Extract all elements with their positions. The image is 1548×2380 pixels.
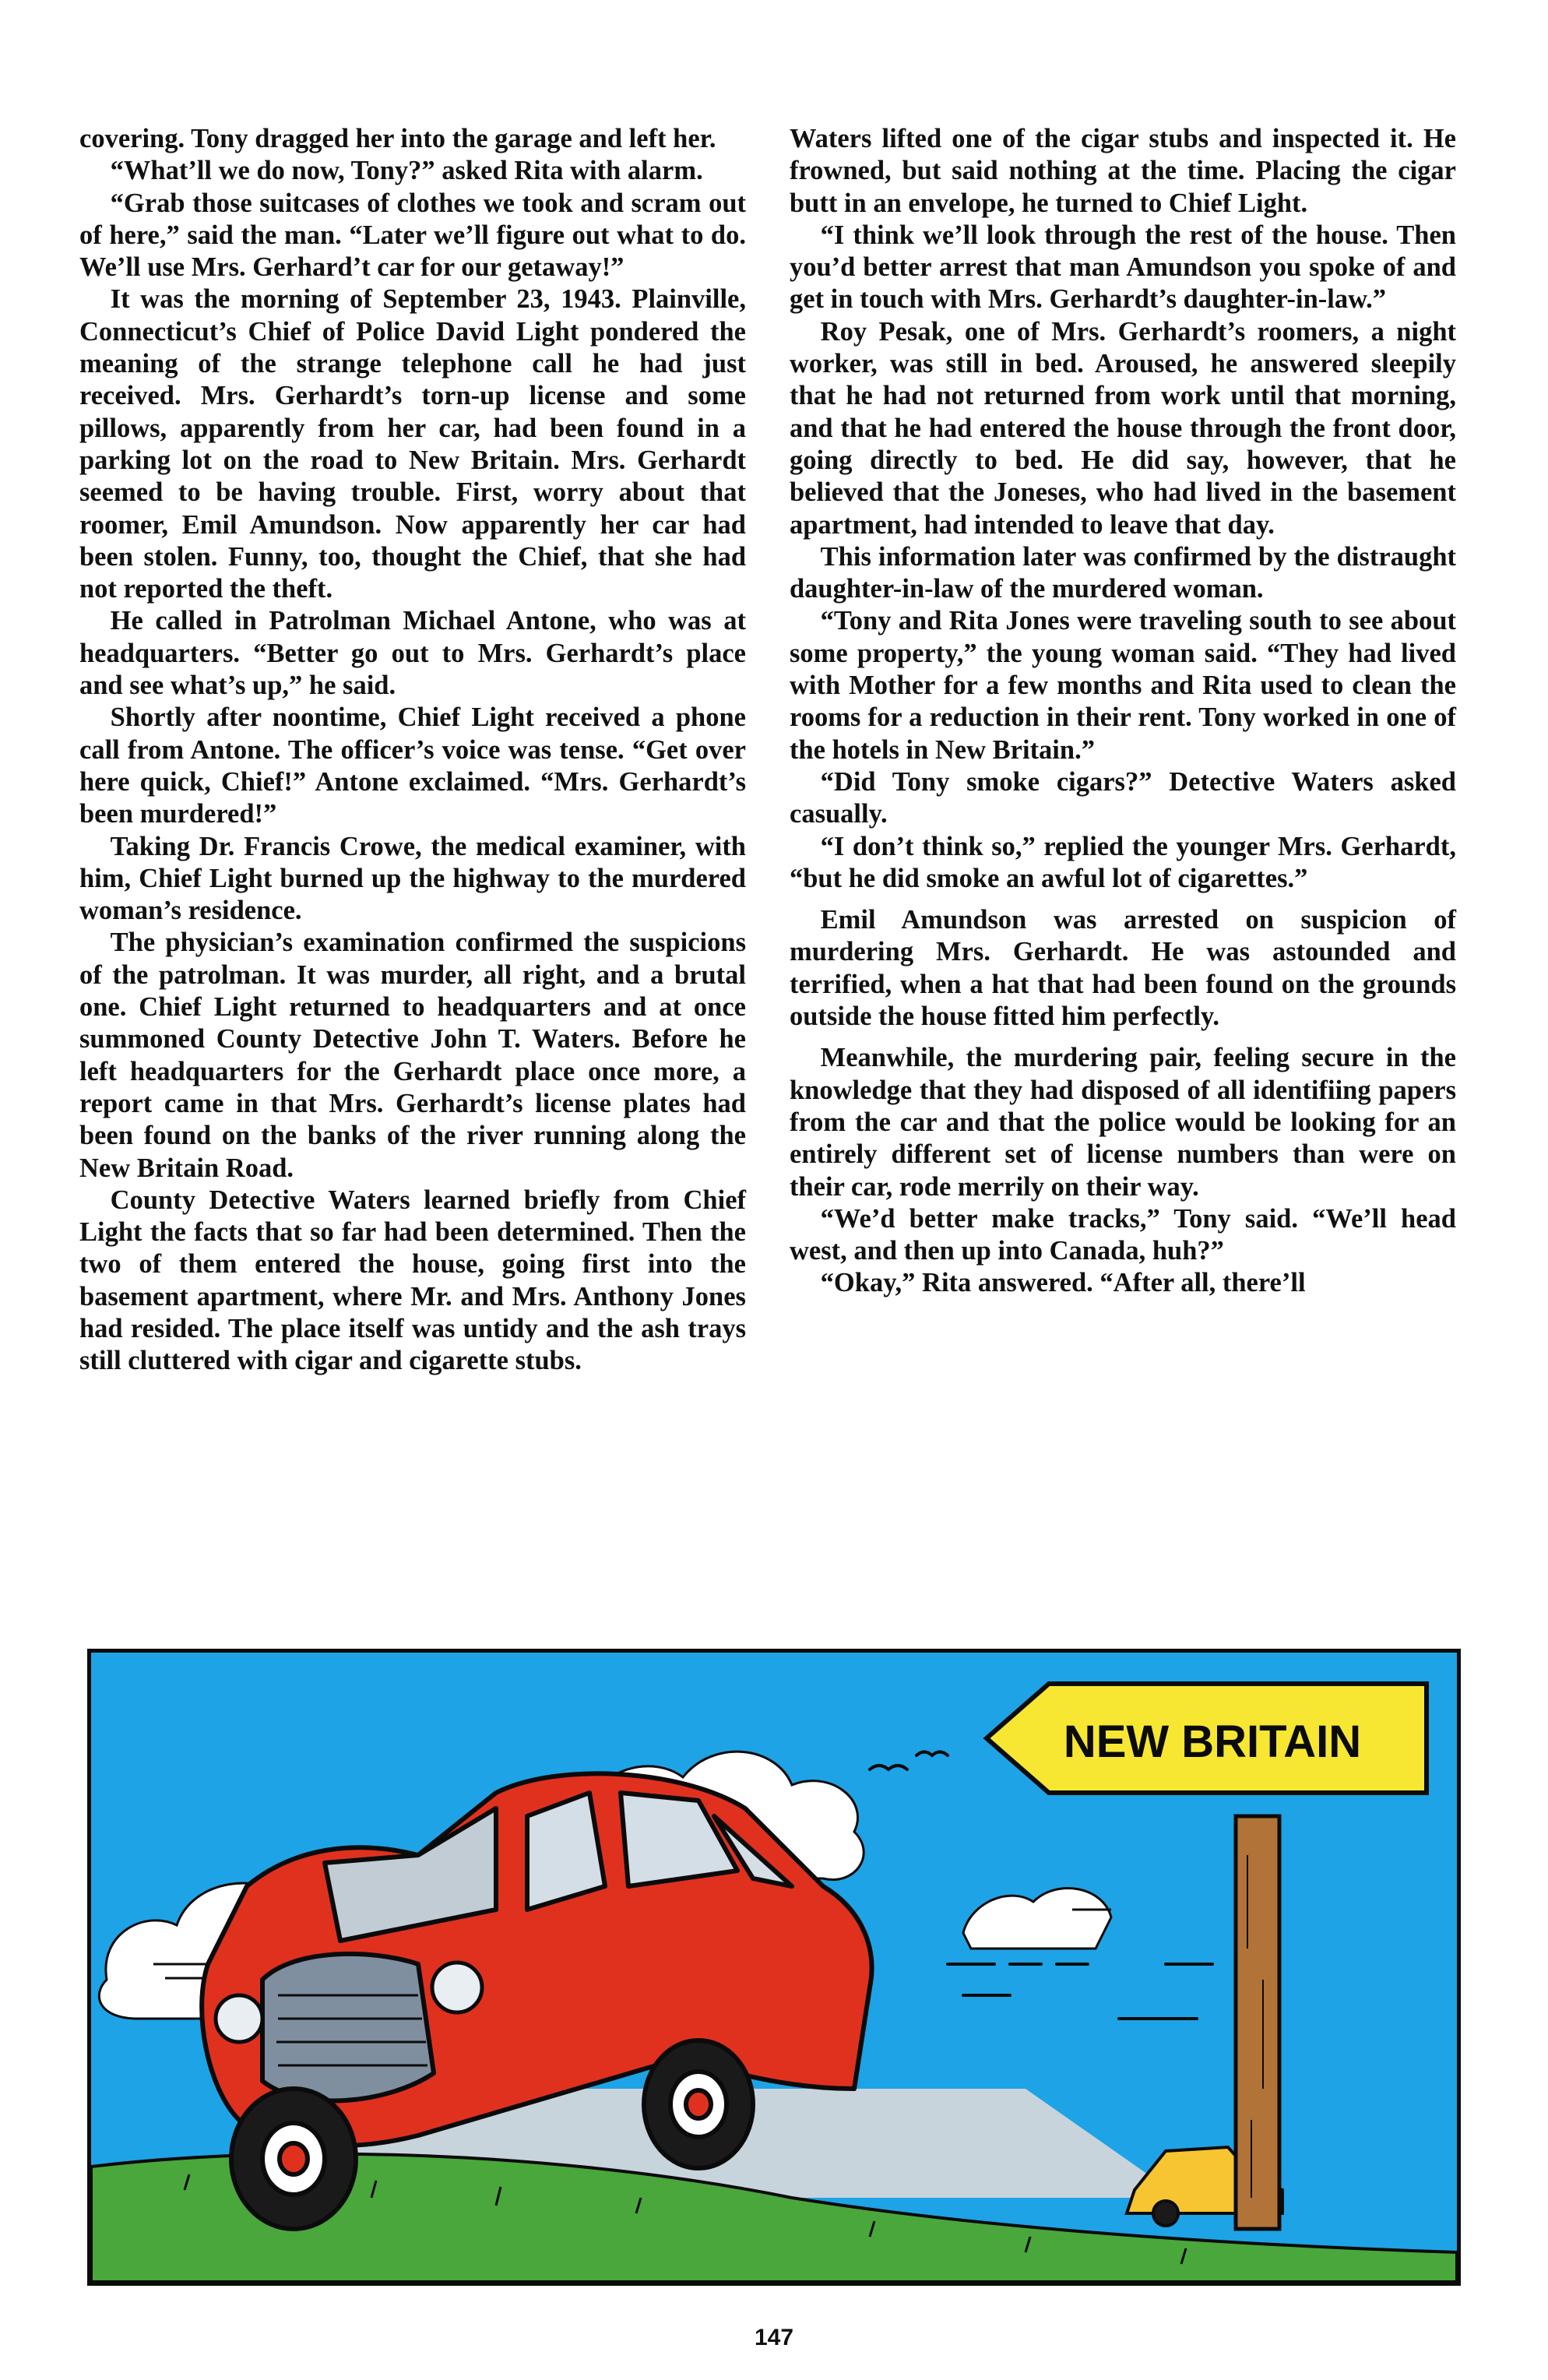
paragraph: “Okay,” Rita answered. “After all, there’ll [820, 1268, 1306, 1298]
paragraph: covering. Tony dragged her into the garage and left her. [79, 124, 716, 153]
paragraph: Taking Dr. Francis Crowe, the medical examiner, with him, Chief Light burned up the highway to the murdered woman’s residence. [79, 831, 746, 926]
illustration-panel [87, 1649, 1461, 2286]
paragraph: This information later was confirmed by the distraught daughter-in-law of the murdered woman. [790, 541, 1456, 604]
paragraph: Meanwhile, the murdering pair, feeling secure in the knowledge that they had disposed of all identifiing papers from the car and that the police would be looking for an entirely different set of license numbers than were on their car, rode merrily on their way. [790, 1043, 1456, 1202]
sign-post [1236, 1816, 1279, 2229]
right-text-column [790, 123, 1456, 1300]
page-number: 147 [754, 2325, 794, 2350]
paragraph: “I think we’ll look through the rest of the house. Then you’d better arrest that man Amundson you spoke of and get in touch with Mrs. Gerhardt’s daughter-in-law.” [790, 220, 1456, 315]
sign-text: NEW BRITAIN [1063, 1716, 1362, 1767]
paragraph: “Did Tony smoke cigars?” Detective Waters asked casually. [790, 766, 1456, 829]
paragraph: It was the morning of September 23, 1943. Plainville, Connecticut’s Chief of Police David Light pondered the meaning of the strange telephone call he had just received. Mrs. Gerhardt’s torn-up license and some pillows, apparently from her car, had been found in a parking lot on the road to New Britain. Mrs. Gerhardt seemed to be having trouble. First, worry about that roomer, Emil Amundson. Now apparently her car had been stolen. Funny, too, thought the Chief, that she had not reported the theft. [79, 284, 746, 604]
paragraph: “Tony and Rita Jones were traveling south to see about some property,” the young woman said. “They had lived with Mother for a few months and Rita used to clean the rooms for a reduction in their rent. Tony worked in one of the hotels in New Britain.” [790, 606, 1456, 765]
paragraph: “I don’t think so,” replied the younger Mrs. Gerhardt, “but he did smoke an awful lot of cigarettes.” [790, 831, 1456, 893]
paragraph: “Grab those suitcases of clothes we took and scram out of here,” said the man. “Later we’ll figure out what to do. We’ll use Mrs. Gerhard’t car for our getaway!” [79, 188, 746, 283]
left-text-column [79, 123, 746, 1378]
paragraph: “We’d better make tracks,” Tony said. “We’ll head west, and then up into Canada, huh?” [790, 1203, 1456, 1266]
paragraph: Shortly after noontime, Chief Light received a phone call from Antone. The officer’s voice was tense. “Get over here quick, Chief!” Antone exclaimed. “Mrs. Gerhardt’s been murdered!” [79, 702, 746, 829]
paragraph: The physician’s examination confirmed the suspicions of the patrolman. It was murder, all right, and a brutal one. Chief Light returned to headquarters and at once summoned County Detective John T. Waters. Before he left headquarters for the Gerhardt place once more, a report came in that Mrs. Gerhardt’s license plates had been found on the banks of the river running along the New Britain Road. [79, 928, 746, 1183]
paragraph: “What’ll we do now, Tony?” asked Rita with alarm. [110, 156, 703, 186]
paragraph: Waters lifted one of the cigar stubs and inspected it. He frowned, but said nothing at the time. Placing the cigar butt in an envelope, he turned to Chief Light. [790, 124, 1456, 218]
paragraph: He called in Patrolman Michael Antone, who was at headquarters. “Better go out to Mrs. Gerhardt’s place and see what’s up,” he said. [79, 606, 746, 701]
car-road-sign-illustration [91, 1653, 1457, 2282]
paragraph: Emil Amundson was arrested on suspicion of murdering Mrs. Gerhardt. He was astounded and terrified, when a hat that had been found on the grounds outside the house fitted him perfectly. [790, 905, 1456, 1032]
paragraph: County Detective Waters learned briefly from Chief Light the facts that so far had been determined. Then the two of them entered the house, going first into the basement apartment, where Mr. and Mrs. Anthony Jones had resided. The place itself was untidy and the ash trays still cluttered with cigar and cigarette stubs. [79, 1185, 746, 1376]
paragraph: Roy Pesak, one of Mrs. Gerhardt’s roomers, a night worker, was still in bed. Aroused, he answered sleepily that he had not returned from work until that morning, and that he had entered the house through the front door, going directly to bed. He did say, however, that he believed that the Joneses, who had lived in the basement apartment, had intended to leave that day. [790, 316, 1456, 540]
